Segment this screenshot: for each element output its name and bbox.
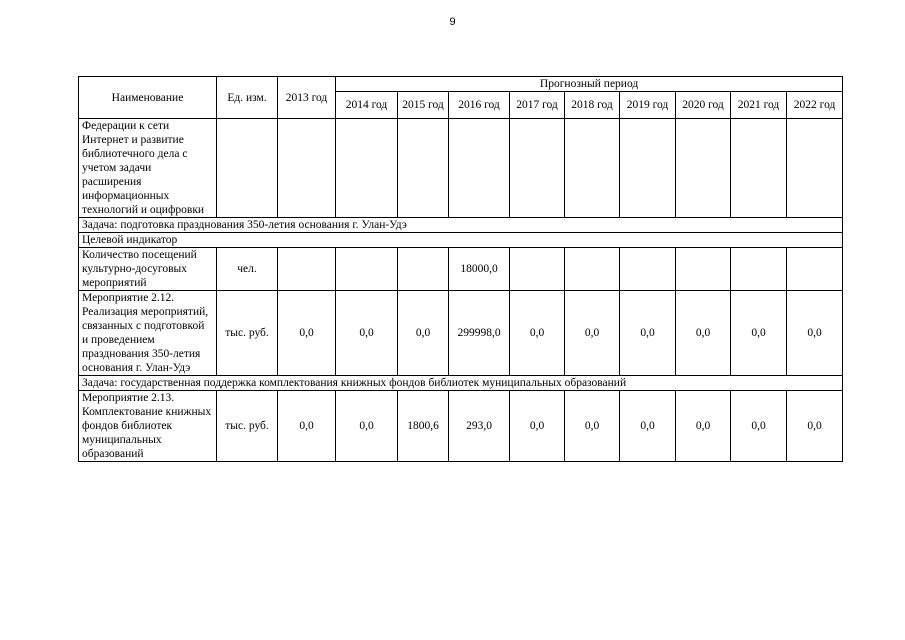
row-value bbox=[336, 119, 398, 218]
table-row bbox=[79, 248, 843, 291]
row-name: Мероприятие 2.12. Реализация мероприятий, связанных с подготовкой и проведением празднования 350-летия основания г. Улан-Удэ bbox=[79, 291, 217, 376]
col-header-name: Наименование bbox=[79, 77, 217, 119]
row-value: 0,0 bbox=[676, 291, 731, 376]
page-number: 9 bbox=[449, 16, 456, 28]
row-value bbox=[731, 248, 787, 291]
row-unit: тыс. руб. bbox=[217, 391, 278, 462]
row-value bbox=[787, 119, 843, 218]
row-value: 0,0 bbox=[676, 391, 731, 462]
section-heading: Задача: государственная поддержка комплектования книжных фондов библиотек муниципальных образований bbox=[79, 376, 843, 391]
row-name: Федерации к сети Интернет и развитие библиотечного дела с учетом задачи расширения информационных технологий и оцифровки bbox=[79, 119, 217, 218]
row-unit: чел. bbox=[217, 248, 278, 291]
row-value: 0,0 bbox=[620, 391, 676, 462]
row-value: 0,0 bbox=[787, 291, 843, 376]
row-value: 18000,0 bbox=[449, 248, 510, 291]
row-value bbox=[676, 119, 731, 218]
row-value: 0,0 bbox=[787, 391, 843, 462]
section-row bbox=[79, 376, 843, 391]
section-heading: Целевой индикатор bbox=[79, 233, 843, 248]
section-heading: Задача: подготовка празднования 350-летия основания г. Улан-Удэ bbox=[79, 218, 843, 233]
row-value: 0,0 bbox=[510, 391, 565, 462]
row-value: 293,0 bbox=[449, 391, 510, 462]
row-value bbox=[510, 248, 565, 291]
row-value bbox=[510, 119, 565, 218]
col-header-unit: Ед. изм. bbox=[217, 77, 278, 119]
row-name: Мероприятие 2.13. Комплектование книжных фондов библиотек муниципальных образований bbox=[79, 391, 217, 462]
row-value bbox=[449, 119, 510, 218]
row-value bbox=[676, 248, 731, 291]
col-header-year: 2020 год bbox=[676, 92, 731, 119]
row-value bbox=[565, 119, 620, 218]
row-value: 0,0 bbox=[510, 291, 565, 376]
row-value bbox=[620, 248, 676, 291]
row-value: 0,0 bbox=[731, 391, 787, 462]
col-header-year: 2015 год bbox=[398, 92, 449, 119]
row-value: 0,0 bbox=[620, 291, 676, 376]
col-header-year: 2019 год bbox=[620, 92, 676, 119]
row-value bbox=[565, 248, 620, 291]
row-value: 1800,6 bbox=[398, 391, 449, 462]
row-value: 0,0 bbox=[731, 291, 787, 376]
row-value bbox=[787, 248, 843, 291]
header-row-1 bbox=[79, 77, 843, 92]
forecast-table bbox=[78, 76, 843, 462]
section-row bbox=[79, 233, 843, 248]
row-value bbox=[398, 119, 449, 218]
row-value bbox=[278, 248, 336, 291]
col-header-year: 2021 год bbox=[731, 92, 787, 119]
row-value: 0,0 bbox=[398, 291, 449, 376]
row-value: 0,0 bbox=[278, 291, 336, 376]
row-value bbox=[398, 248, 449, 291]
col-header-year: 2018 год bbox=[565, 92, 620, 119]
row-value: 299998,0 bbox=[449, 291, 510, 376]
table-row bbox=[79, 291, 843, 376]
row-value bbox=[336, 248, 398, 291]
table-row bbox=[79, 119, 843, 218]
col-header-year: 2022 год bbox=[787, 92, 843, 119]
table-row bbox=[79, 391, 843, 462]
col-header-year: 2016 год bbox=[449, 92, 510, 119]
row-value bbox=[620, 119, 676, 218]
row-value: 0,0 bbox=[565, 391, 620, 462]
row-unit bbox=[217, 119, 278, 218]
row-value: 0,0 bbox=[278, 391, 336, 462]
col-header-base-year: 2013 год bbox=[278, 77, 336, 119]
row-value: 0,0 bbox=[336, 391, 398, 462]
col-header-forecast-period: Прогнозный период bbox=[336, 77, 843, 92]
row-value bbox=[731, 119, 787, 218]
section-row bbox=[79, 218, 843, 233]
row-value: 0,0 bbox=[565, 291, 620, 376]
row-name: Количество посещений культурно-досуговых мероприятий bbox=[79, 248, 217, 291]
row-value bbox=[278, 119, 336, 218]
row-unit: тыс. руб. bbox=[217, 291, 278, 376]
col-header-year: 2017 год bbox=[510, 92, 565, 119]
col-header-year: 2014 год bbox=[336, 92, 398, 119]
row-value: 0,0 bbox=[336, 291, 398, 376]
